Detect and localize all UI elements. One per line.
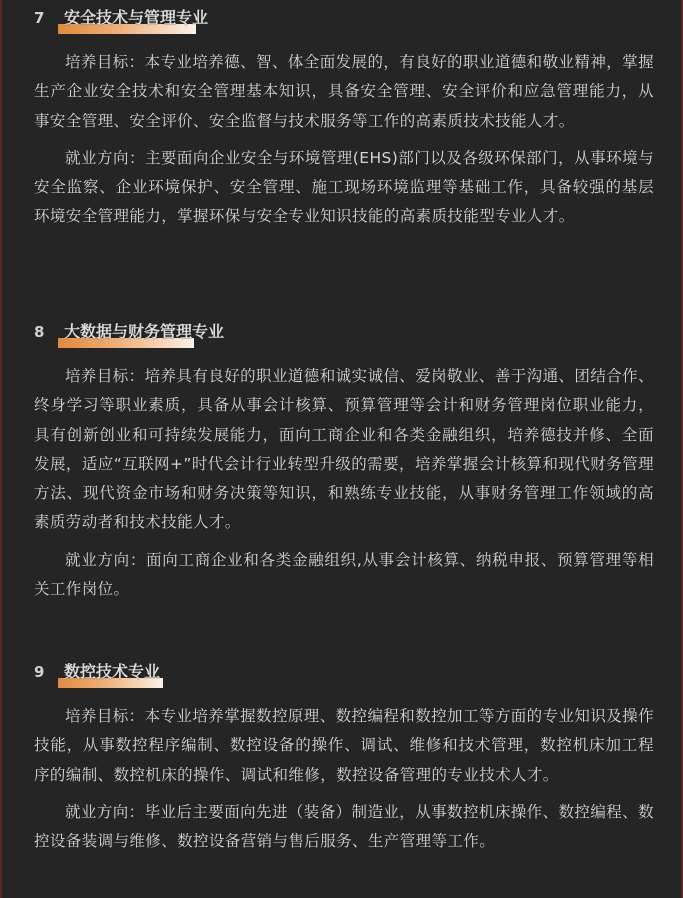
- section-8: [34, 320, 654, 604]
- employment-direction-paragraph: 就业方向：面向工商企业和各类金融组织,从事会计核算、纳税申报、预算管理等相关工作岗位。: [34, 550, 654, 599]
- section-title-wrap: [58, 6, 208, 36]
- section-number: 9: [34, 663, 45, 681]
- section-title: 安全技术与管理专业: [64, 8, 209, 27]
- section-heading: [34, 320, 654, 350]
- training-goal-paragraph: 培养目标：培养具有良好的职业道德和诚实诚信、爱岗敬业、善于沟通、团结合作、终身学习等职业素质，具备从事会计核算、预算管理等会计和财务管理岗位职业能力，具有创新创业和可持续发展能力，面向工商企业和各类金融组织，培养德技并修、全面发展，适应“互联网+”时代会计行业转型升级的需要，培养掌握会计核算和现代财务管理方法、现代资金市场和财务决策等知识，和熟练专业技能，从事财务管理工作领域的高素质劳动者和技术技能人才。: [34, 367, 654, 532]
- employment-direction-paragraph: 就业方向：毕业后主要面向先进（装备）制造业，从事数控机床操作、数控编程、数控设备装调与维修、数控设备营销与售后服务、生产管理等工作。: [34, 802, 654, 851]
- section-title-wrap: [58, 320, 224, 350]
- section-heading: [34, 660, 654, 690]
- section-7: [34, 6, 654, 232]
- employment-direction-paragraph: 就业方向：主要面向企业安全与环境管理(EHS)部门以及各级环保部门，从事环境与安全监察、企业环境保护、安全管理、施工现场环境监理等基础工作，具备较强的基层环境安全管理能力，掌握环保与安全专业知识技能的高素质技能型专业人才。: [34, 148, 654, 226]
- section-9: [34, 660, 654, 856]
- section-title-wrap: [58, 660, 160, 690]
- training-goal-paragraph: 培养目标：本专业培养掌握数控原理、数控编程和数控加工等方面的专业知识及操作技能，从事数控程序编制、数控设备的操作、调试、维修和技术管理，数控机床加工程序的编制、数控机床的操作、调试和维修，数控设备管理的专业技术人才。: [34, 707, 654, 784]
- section-title: 大数据与财务管理专业: [64, 322, 225, 341]
- section-number: 8: [34, 323, 45, 341]
- section-number: 7: [34, 9, 45, 27]
- section-heading: [34, 6, 654, 36]
- training-goal-paragraph: 培养目标：本专业培养德、智、体全面发展的，有良好的职业道德和敬业精神，掌握生产企业安全技术和安全管理基本知识，具备安全管理、安全评价和应急管理能力，从事安全管理、安全评价、安全监督与技术服务等工作的高素质技术技能人才。: [34, 53, 654, 130]
- section-title: 数控技术专业: [64, 662, 161, 681]
